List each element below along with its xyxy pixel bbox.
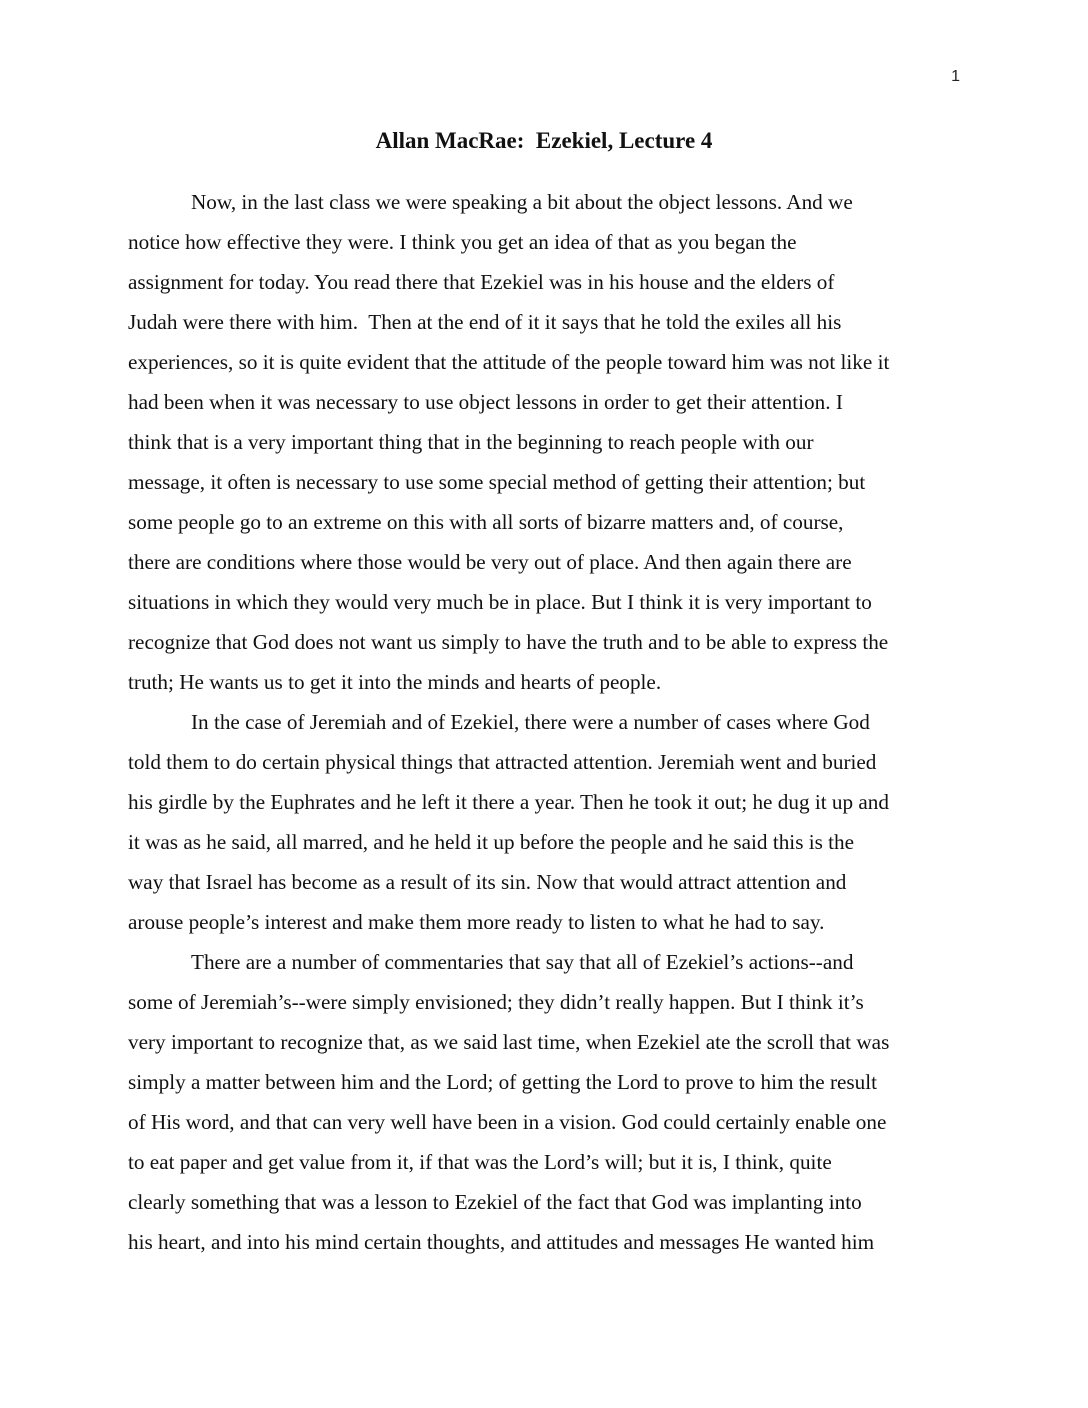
- text-line: experiences, so it is quite evident that the attitude of the people toward him was not like it: [128, 350, 890, 374]
- paragraph-2: [128, 702, 960, 942]
- text-line: to eat paper and get value from it, if that was the Lord’s will; but it is, I think, quite: [128, 1150, 832, 1174]
- text-line: some people go to an extreme on this with all sorts of bizarre matters and, of course,: [128, 510, 844, 534]
- text-line: assignment for today. You read there that Ezekiel was in his house and the elders of: [128, 270, 835, 294]
- text-line: told them to do certain physical things that attracted attention. Jeremiah went and buried: [128, 750, 877, 774]
- text-line: of His word, and that can very well have been in a vision. God could certainly enable one: [128, 1110, 887, 1134]
- text-line: very important to recognize that, as we said last time, when Ezekiel ate the scroll that was: [128, 1030, 890, 1054]
- text-line: arouse people’s interest and make them more ready to listen to what he had to say.: [128, 910, 825, 934]
- text-line: his heart, and into his mind certain thoughts, and attitudes and messages He wanted him: [128, 1230, 875, 1254]
- text-line: recognize that God does not want us simply to have the truth and to be able to express the: [128, 630, 889, 654]
- document-body: [128, 182, 960, 1262]
- text-line: way that Israel has become as a result of its sin. Now that would attract attention and: [128, 870, 847, 894]
- text-line: There are a number of commentaries that say that all of Ezekiel’s actions--and: [191, 950, 854, 974]
- text-line: clearly something that was a lesson to Ezekiel of the fact that God was implanting into: [128, 1190, 862, 1214]
- paragraph-3: [128, 942, 960, 1262]
- text-line: situations in which they would very much be in place. But I think it is very important to: [128, 590, 872, 614]
- text-line: simply a matter between him and the Lord; of getting the Lord to prove to him the result: [128, 1070, 878, 1094]
- text-line: Now, in the last class we were speaking a bit about the object lessons. And we: [191, 190, 853, 214]
- text-line: Judah were there with him. Then at the end of it it says that he told the exiles all his: [128, 310, 842, 334]
- text-line: his girdle by the Euphrates and he left it there a year. Then he took it out; he dug it up and: [128, 790, 889, 814]
- text-line: think that is a very important thing that in the beginning to reach people with our: [128, 430, 814, 454]
- paragraph-1: [128, 182, 960, 702]
- text-line: In the case of Jeremiah and of Ezekiel, there were a number of cases where God: [191, 710, 870, 734]
- text-line: truth; He wants us to get it into the minds and hearts of people.: [128, 670, 662, 694]
- text-line: some of Jeremiah’s--were simply envisioned; they didn’t really happen. But I think it’s: [128, 990, 864, 1014]
- document-title: Allan MacRae: Ezekiel, Lecture 4: [375, 128, 713, 153]
- page-number: 1: [951, 68, 960, 85]
- text-line: message, it often is necessary to use some special method of getting their attention; but: [128, 470, 866, 494]
- text-line: there are conditions where those would be very out of place. And then again there are: [128, 550, 852, 574]
- text-line: notice how effective they were. I think you get an idea of that as you began the: [128, 230, 797, 254]
- text-line: had been when it was necessary to use object lessons in order to get their attention. I: [128, 390, 843, 414]
- text-line: it was as he said, all marred, and he held it up before the people and he said this is the: [128, 830, 855, 854]
